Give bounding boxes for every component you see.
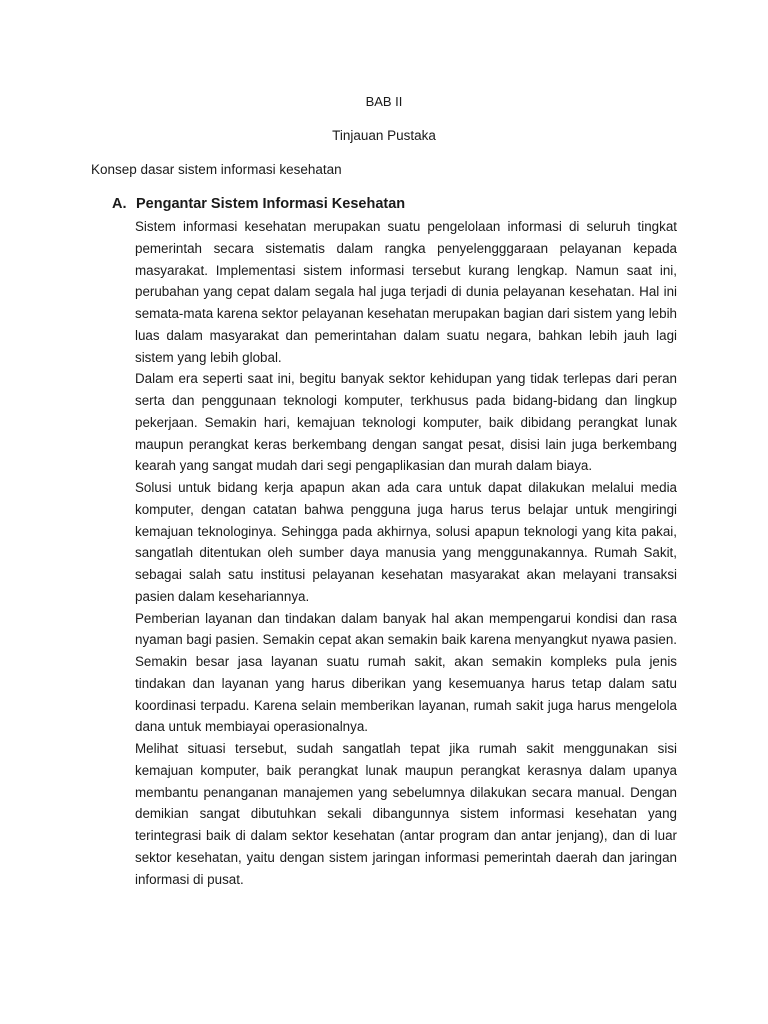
paragraph: Solusi untuk bidang kerja apapun akan ada cara untuk dapat dilakukan melalui media komputer, dengan catatan bahwa pengguna juga harus terus belajar untuk mengiringi kemajuan teknologinya. Sehingga pada akhirnya, solusi apapun teknologi yang kita pakai, sangatlah ditentukan oleh sumber daya manusia yang menggunakannya. Rumah Sakit, sebagai salah satu institusi pelayanan kesehatan masyarakat akan melayani transaksi pasien dalam kesehariannya. bbox=[135, 480, 677, 604]
chapter-heading: BAB II bbox=[365, 94, 403, 109]
concept-line: Konsep dasar sistem informasi kesehatan bbox=[91, 162, 342, 177]
section-body bbox=[135, 216, 677, 890]
chapter-subtitle: Tinjauan Pustaka bbox=[332, 128, 436, 143]
paragraph: Sistem informasi kesehatan merupakan suatu pengelolaan informasi di seluruh tingkat pemerintah secara sistematis dalam rangka penyelengggaraan pelayanan kepada masyarakat. Implementasi sistem informasi tersebut kurang lengkap. Namun saat ini, perubahan yang cepat dalam segala hal juga terjadi di dunia pelayanan kesehatan. Hal ini semata-mata karena sektor pelayanan kesehatan merupakan bagian dari sistem yang lebih luas dalam masyarakat dan pemerintahan dalam suatu negara, bahkan lebih jauh lagi sistem yang lebih global. bbox=[135, 219, 677, 365]
section-title: Pengantar Sistem Informasi Kesehatan bbox=[136, 196, 406, 212]
section-letter: A. bbox=[112, 196, 127, 212]
paragraph: Dalam era seperti saat ini, begitu banyak sektor kehidupan yang tidak terlepas dari peran serta dan penggunaan teknologi komputer, terkhusus pada bidang-bidang dan lingkup pekerjaan. Semakin hari, kemajuan teknologi komputer, baik dibidang perangkat lunak maupun perangkat keras berkembang dengan sangat pesat, disisi lain juga berkembang kearah yang sangat mudah dari segi pengaplikasian dan murah dalam biaya. bbox=[135, 371, 677, 474]
paragraph: Pemberian layanan dan tindakan dalam banyak hal akan mempengarui kondisi dan rasa nyaman bagi pasien. Semakin cepat akan semakin baik karena menyangkut nyawa pasien. Semakin besar jasa layanan suatu rumah sakit, akan semakin kompleks pula jenis tindakan dan layanan yang harus diberikan yang kesemuanya harus tetap dalam satu koordinasi terpadu. Karena selain memberikan layanan, rumah sakit juga harus mengelola dana untuk membiayai operasionalnya. bbox=[135, 610, 677, 735]
paragraph: Melihat situasi tersebut, sudah sangatlah tepat jika rumah sakit menggunakan sisi kemajuan komputer, baik perangkat lunak maupun perangkat kerasnya dalam upanya membantu penanganan manajemen yang sebelumnya dilakukan secara manual. Dengan demikian sangat dibutuhkan sekali dibangunnya sistem informasi kesehatan yang terintegrasi baik di dalam sektor kesehatan (antar program dan antar jenjang), dan di luar sektor kesehatan, yaitu dengan sistem jaringan informasi pemerintah daerah dan jaringan informasi di pusat. bbox=[135, 741, 677, 887]
section-heading bbox=[112, 194, 405, 214]
